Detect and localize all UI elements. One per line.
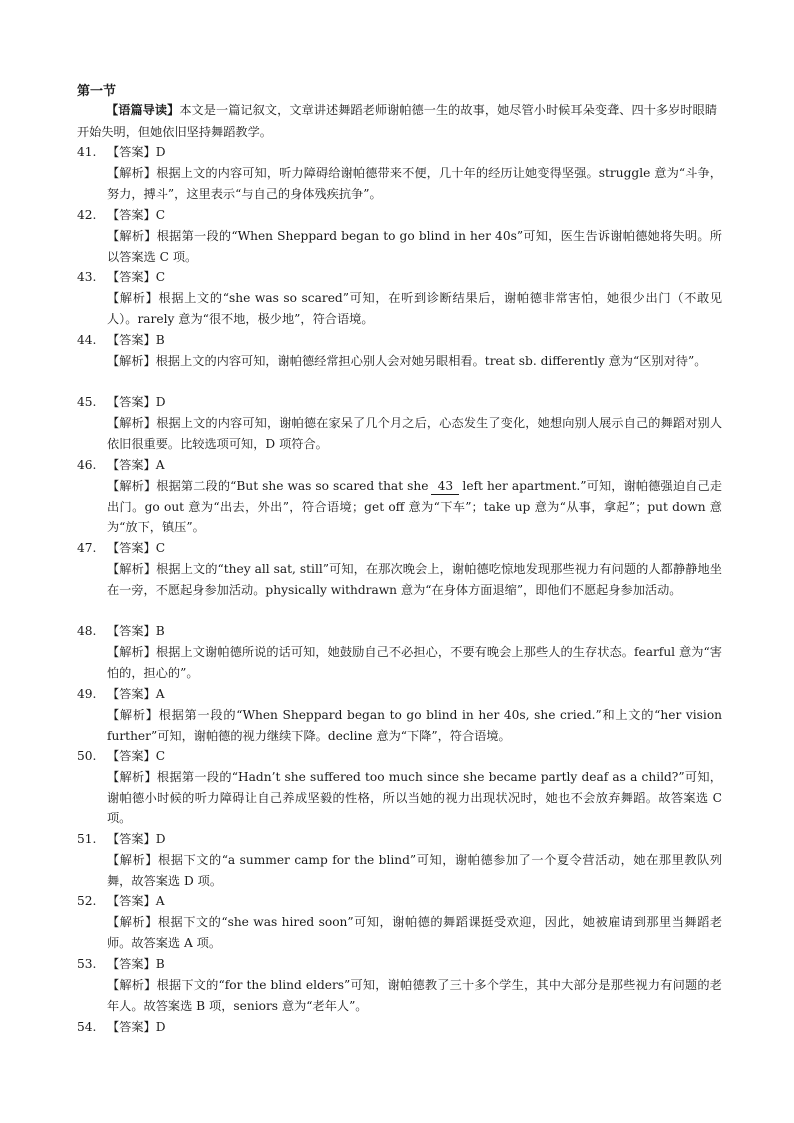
answer-label: 【答案】 <box>107 687 156 701</box>
reading-guide <box>77 99 717 143</box>
section-title: 第一节 <box>77 84 117 99</box>
question-number: 43. <box>77 270 97 284</box>
explanation-text: 根据下文的“she was hired soon”可知，谢帕德的舞蹈课挺受欢迎，因此，她被雇请到那里当舞蹈老师。故答案选 A 项。 <box>107 914 723 950</box>
question-42 <box>77 205 722 267</box>
reading-guide-label: 【语篇导读】 <box>106 103 180 117</box>
question-49 <box>77 684 722 746</box>
answer-label: 【答案】 <box>107 270 156 284</box>
answer-label: 【答案】 <box>107 458 156 472</box>
explanation-label: 【解析】 <box>107 353 156 368</box>
answer-label: 【答案】 <box>107 894 156 908</box>
answer-label: 【答案】 <box>107 333 156 347</box>
question-46 <box>77 455 722 538</box>
question-number: 49. <box>77 687 97 701</box>
answer-value: D <box>155 832 166 846</box>
blank-number: 43 <box>431 479 459 495</box>
question-number: 45. <box>77 395 97 409</box>
explanation-label: 【解析】 <box>107 415 157 430</box>
answer-value: A <box>155 894 165 908</box>
question-50 <box>77 746 722 829</box>
explanation-text: 根据上文的内容可知，听力障碍给谢帕德带来不便，几十年的经历让她变得坚强。struggle 意为“斗争，努力，搏斗”，这里表示“与自己的身体残疾抗争”。 <box>107 165 722 201</box>
answer-value: D <box>155 1020 166 1034</box>
reading-guide-text: 本文是一篇记叙文，文章讲述舞蹈老师谢帕德一生的故事，她尽管小时候耳朵变聋、四十多岁时眼睛开始失明，但她依旧坚持舞蹈教学。 <box>77 103 718 139</box>
explanation-text: 根据上文的“they all sat, still”可知，在那次晚会上，谢帕德吃惊地发现那些视力有问题的人都静静地坐在一旁，不愿起身参加活动。physically withdrawn 意为“在身体方面退缩”，即他们不愿起身参加活动。 <box>107 561 722 597</box>
explanation-label: 【解析】 <box>107 561 157 576</box>
explanation-text: 根据上文的内容可知，谢帕德经常担心别人会对她另眼相看。treat sb. differently 意为“区别对待”。 <box>155 353 707 368</box>
answer-value: B <box>155 624 165 638</box>
answer-value: A <box>155 458 165 472</box>
question-number: 46. <box>77 458 97 472</box>
explanation-text: 根据下文的“for the blind elders”可知，谢帕德教了三十多个学生，其中大部分是那些视力有问题的老年人。故答案选 B 项，seniors 意为“老年人”。 <box>107 977 722 1013</box>
explanation-text: 根据上文的内容可知，谢帕德在家呆了几个月之后，心态发生了变化，她想向别人展示自己的舞蹈对别人依旧很重要。比较选项可知，D 项符合。 <box>107 415 723 451</box>
question-53 <box>77 954 722 1016</box>
explanation-text: 根据上文谢帕德所说的话可知，她鼓励自己不必担心，不要有晚会上那些人的生存状态。fearful 意为“害怕的，担心的”。 <box>107 644 722 680</box>
question-number: 50. <box>77 749 97 763</box>
question-number: 47. <box>77 541 97 555</box>
answer-value: A <box>155 687 165 701</box>
question-43 <box>77 267 722 329</box>
answer-value: C <box>155 270 166 284</box>
answer-value: D <box>155 395 166 409</box>
explanation-label: 【解析】 <box>107 290 159 305</box>
question-number: 41. <box>77 145 97 159</box>
explanation-text: 根据上文的“she was so scared”可知，在听到诊断结果后，谢帕德非常害怕，她很少出门（不敢见人）。rarely 意为“很不地，极少地”，符合语境。 <box>107 290 723 326</box>
explanation-label: 【解析】 <box>107 707 159 722</box>
answer-value: C <box>155 208 166 222</box>
question-51 <box>77 829 722 891</box>
answer-label: 【答案】 <box>107 208 156 222</box>
question-54 <box>77 1017 722 1038</box>
answer-label: 【答案】 <box>107 145 156 159</box>
explanation-label: 【解析】 <box>107 914 158 929</box>
explanation-text: 根据第一段的“Hadn’t she suffered too much since she became partly deaf as a child?”可知，谢帕德小时候的听力障碍让自己养成坚毅的性格，所以当她的视力出现状况时，她也不会放弃舞蹈。故答案选 C 项。 <box>107 769 722 826</box>
question-52 <box>77 891 722 953</box>
explanation-label: 【解析】 <box>107 228 157 243</box>
explanation-label: 【解析】 <box>107 769 157 784</box>
question-number: 42. <box>77 208 97 222</box>
explanation-text: 根据下文的“a summer camp for the blind”可知，谢帕德参加了一个夏令营活动，她在那里教队列舞，故答案选 D 项。 <box>107 852 723 888</box>
explanation-label: 【解析】 <box>107 977 157 992</box>
answer-value: C <box>155 749 166 763</box>
answer-label: 【答案】 <box>107 1020 156 1034</box>
question-48 <box>77 621 722 683</box>
question-44 <box>77 330 722 372</box>
explanation-text: 根据第一段的“When Sheppard began to go blind in her 40s, she cried.”和上文的“her vision further”可知，谢帕德的视力继续下降。decline 意为“下降”，符合语境。 <box>107 707 723 743</box>
answer-value: D <box>155 145 166 159</box>
question-number: 52. <box>77 894 97 908</box>
answer-value: C <box>155 541 166 555</box>
answer-label: 【答案】 <box>107 957 156 971</box>
question-number: 53. <box>77 957 97 971</box>
question-number: 54. <box>77 1020 97 1034</box>
answer-label: 【答案】 <box>107 624 156 638</box>
question-number: 44. <box>77 333 97 347</box>
answer-value: B <box>155 957 165 971</box>
answer-label: 【答案】 <box>107 541 156 555</box>
question-47 <box>77 538 722 600</box>
answer-label: 【答案】 <box>107 832 156 846</box>
explanation-label: 【解析】 <box>107 478 157 493</box>
question-41 <box>77 142 722 204</box>
question-number: 51. <box>77 832 97 846</box>
explanation-label: 【解析】 <box>107 644 157 659</box>
answer-label: 【答案】 <box>107 395 156 409</box>
explanation-label: 【解析】 <box>107 165 157 180</box>
explanation-text-continued: left her apartment.”可知，谢帕德强迫自己走出门。go out 意为“出去，外出”，符合语境；get off 意为“下车”；take up 意为“从事，拿起”；put down 意为“放下，镇压”。 <box>107 478 723 535</box>
explanation-text: 根据第一段的“When Sheppard began to go blind in her 40s”可知，医生告诉谢帕德她将失明。所以答案选 C 项。 <box>107 228 722 264</box>
answer-value: B <box>155 333 165 347</box>
question-number: 48. <box>77 624 97 638</box>
explanation-label: 【解析】 <box>107 852 158 867</box>
question-45 <box>77 392 722 454</box>
explanation-text: 根据第二段的“But she was so scared that she <box>156 478 429 493</box>
answer-label: 【答案】 <box>107 749 156 763</box>
